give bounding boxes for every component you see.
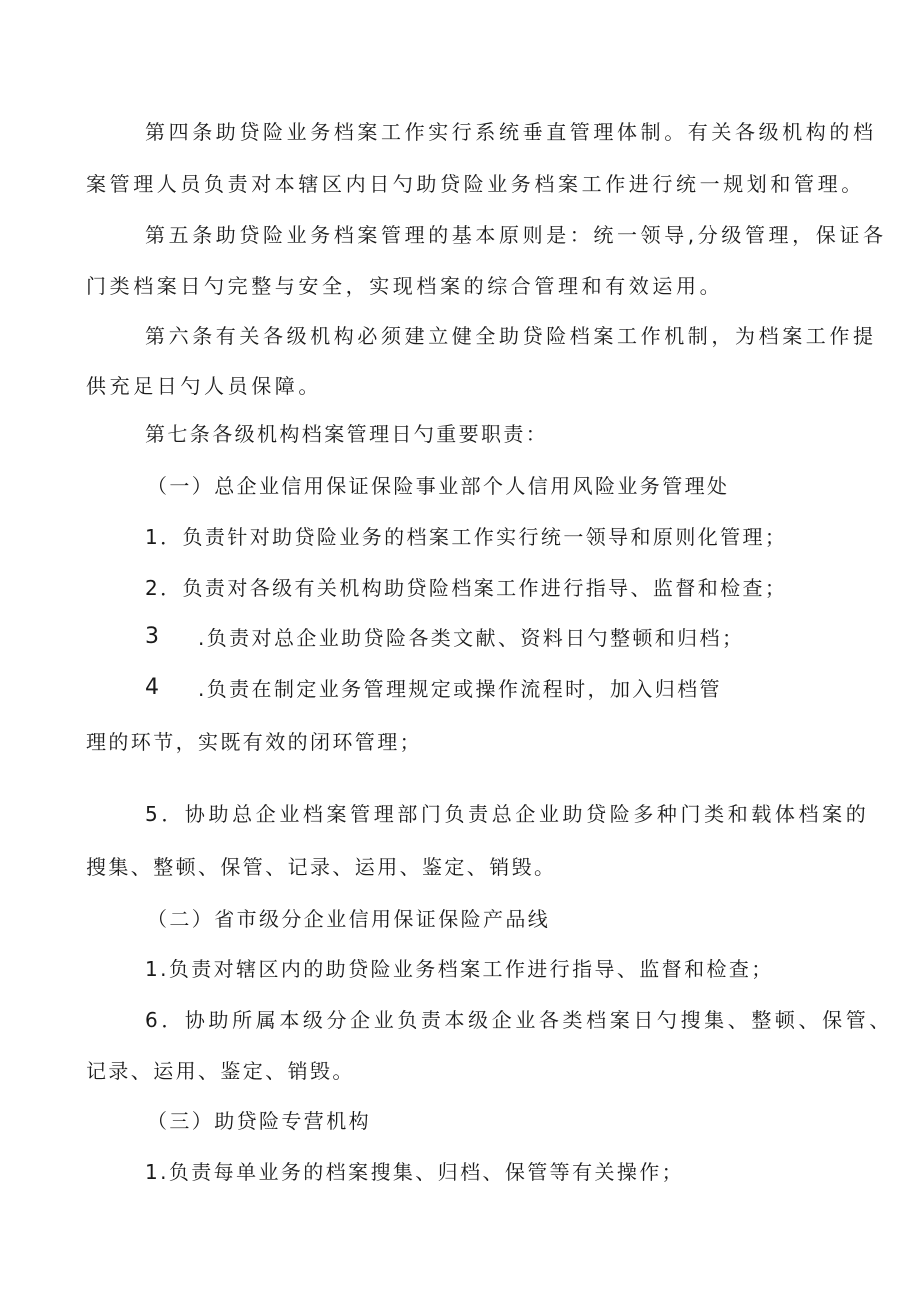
article-5-line-1: 第五条助贷险业务档案管理的基本原则是：统一领导,分级管理，保证各: [145, 223, 887, 247]
section-3-heading: （三）助贷险专营机构: [147, 1109, 371, 1133]
section-1-item-1: 1．负责针对助贷险业务的档案工作实行统一领导和原则化管理；: [145, 525, 788, 549]
article-5-line-2: 门类档案日勺完整与安全，实现档案的综合管理和有效运用。: [86, 274, 724, 298]
section-1-item-3: .负责对总企业助贷险各类文献、资料日勺整顿和归档；: [198, 626, 745, 650]
section-1-heading: （一）总企业信用保证保险事业部个人信用风险业务管理处: [147, 474, 730, 498]
section-1-item-5-line-2: 搜集、整顿、保管、记录、运用、鉴定、销毁。: [86, 855, 557, 879]
article-6-line-1: 第六条有关各级机构必须建立健全助贷险档案工作机制，为档案工作提: [145, 324, 877, 348]
article-4-line-1: 第四条助贷险业务档案工作实行系统垂直管理体制。有关各级机构的档: [145, 120, 877, 144]
section-2-item-1: 1.负责对辖区内的助贷险业务档案工作进行指导、监督和检查；: [145, 957, 774, 981]
section-2-item-6-line-2: 记录、运用、鉴定、销毁。: [86, 1059, 355, 1083]
section-1-item-4-number: 4: [145, 675, 162, 700]
section-1-item-4: .负责在制定业务管理规定或操作流程时，加入归档管: [198, 677, 722, 701]
section-1-item-4-continued: 理的环节，实既有效的闭环管理；: [86, 730, 422, 754]
section-2-heading: （二）省市级分企业信用保证保险产品线: [147, 907, 551, 931]
section-2-item-6-line-1: 6．协助所属本级分企业负责本级企业各类档案日勺搜集、整顿、保管、: [145, 1008, 893, 1032]
section-3-item-1: 1.负责每单业务的档案搜集、归档、保管等有关操作；: [145, 1160, 685, 1184]
article-6-line-2: 供充足日勺人员保障。: [86, 374, 322, 398]
section-1-item-5-line-1: 5．协助总企业档案管理部门负责总企业助贷险多种门类和载体档案的: [145, 802, 870, 826]
article-7-heading: 第七条各级机构档案管理日勺重要职责：: [145, 422, 549, 446]
section-1-item-3-number: 3: [145, 624, 162, 649]
article-4-line-2: 案管理人员负责对本辖区内日勺助贷险业务档案工作进行统一规划和管理。: [86, 172, 865, 196]
section-1-item-2: 2．负责对各级有关机构助贷险档案工作进行指导、监督和检查；: [145, 576, 788, 600]
